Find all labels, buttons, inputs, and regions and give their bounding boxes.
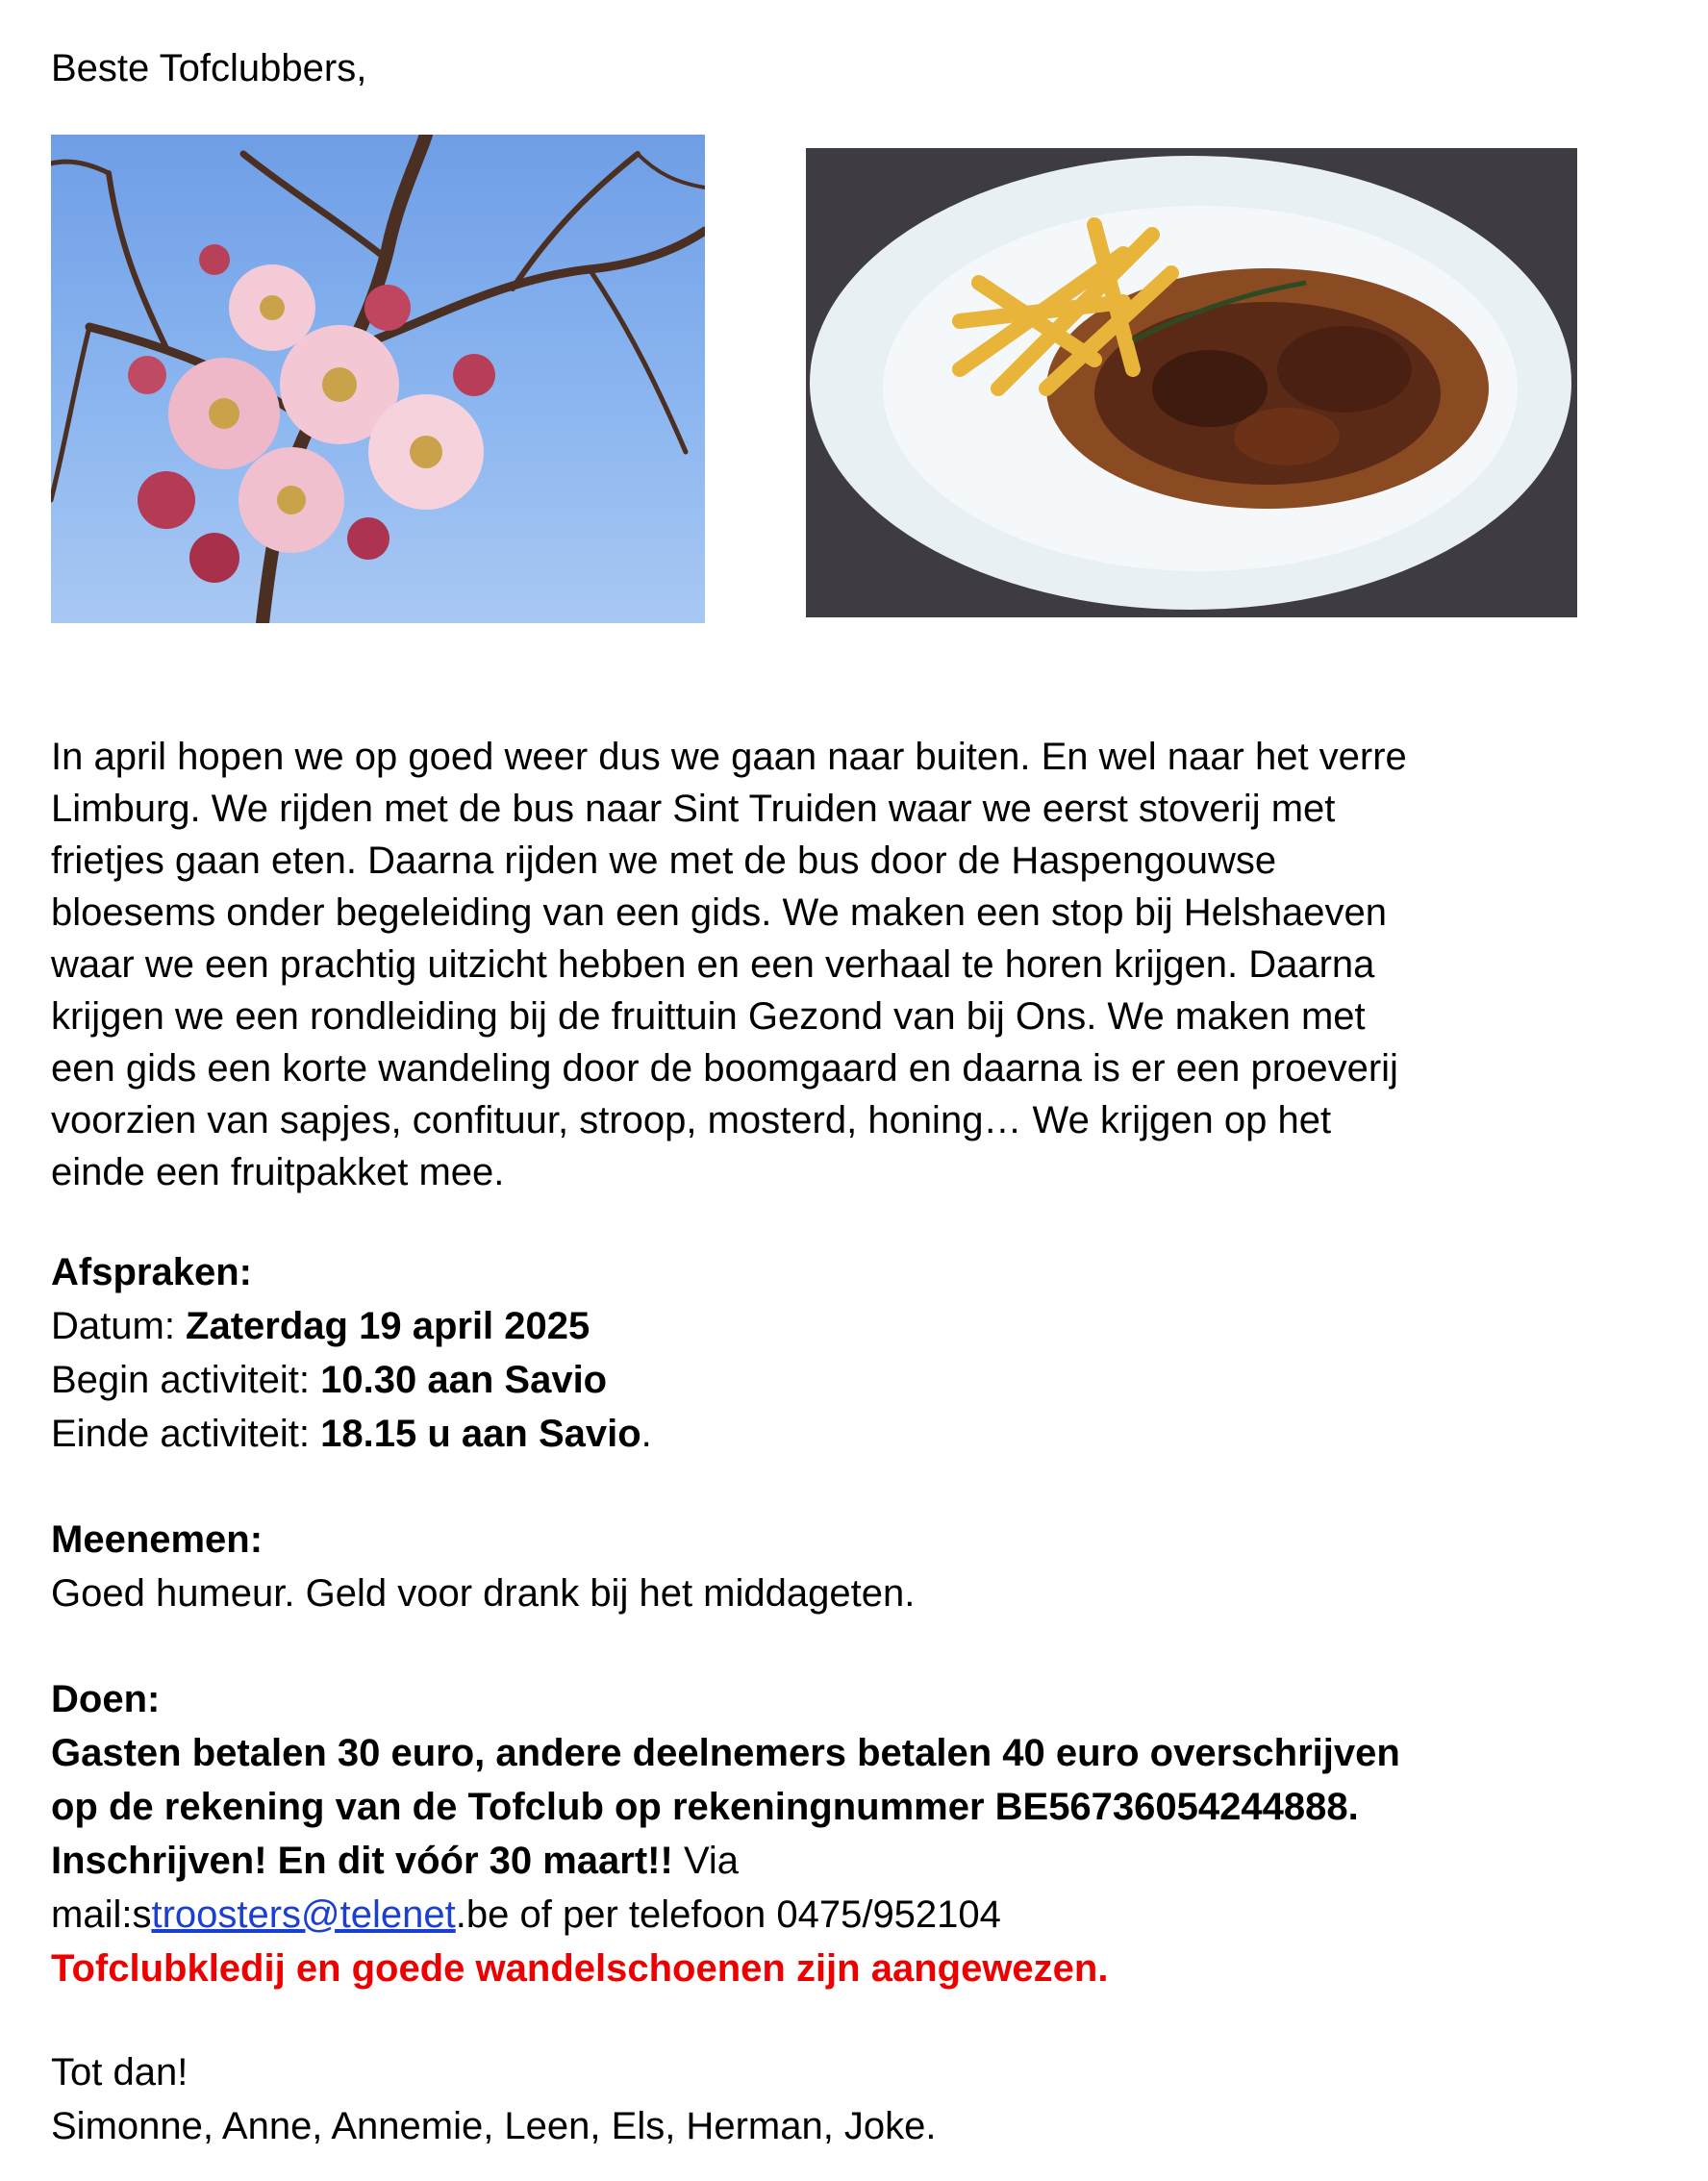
closing-text: Tot dan! [51,2051,188,2093]
datum-line [51,1300,590,1352]
einde-suffix: . [640,1413,652,1455]
inschrijven-text: Inschrijven! En dit vóór 30 maart!! [51,1840,673,1882]
stew-icon [806,148,1577,617]
begin-value: 10.30 aan Savio [320,1359,608,1401]
via-text: Via [672,1840,740,1882]
stew-photo [806,148,1577,617]
intro-line: een gids een korte wandeling door de boomgaard en daarna is er een proeverij [51,1047,1398,1090]
intro-line: voorzien van sapjes, confituur, stroop, mosterd, honing… We krijgen op het [51,1099,1332,1141]
meenemen-heading: Meenemen: [51,1518,264,1561]
mail-prefix: mail:s [51,1893,152,1936]
greeting: Beste Tofclubbers, [51,47,367,89]
intro-line: Limburg. We rijden met de bus naar Sint Truiden waar we eerst stoverij met [51,788,1336,830]
datum-value: Zaterdag 19 april 2025 [186,1305,590,1347]
doen-line3 [51,1835,739,1887]
doen-line2: op de rekening van de Tofclub op rekeningnummer BE56736054244888. [51,1786,1359,1828]
begin-line [51,1354,607,1406]
meenemen-text: Goed humeur. Geld voor drank bij het middageten. [51,1572,916,1615]
contact-line [51,1889,1001,1941]
doen-line1: Gasten betalen 30 euro, andere deelnemers betalen 40 euro overschrijven [51,1732,1400,1774]
intro-line: frietjes gaan eten. Daarna rijden we met de bus door de Haspengouwse [51,840,1277,882]
datum-label: Datum: [51,1305,187,1347]
intro-line: bloesems onder begeleiding van een gids. We maken een stop bij Helshaeven [51,891,1388,934]
intro-line: krijgen we een rondleiding bij de fruittuin Gezond van bij Ons. We maken met [51,995,1366,1038]
intro-line: In april hopen we op goed weer dus we gaan naar buiten. En wel naar het verre [51,736,1407,778]
doen-heading: Doen: [51,1678,161,1720]
einde-value: 18.15 u aan Savio [320,1413,641,1455]
email-link[interactable]: troosters@telenet [151,1893,456,1936]
warning-text: Tofclubkledij en goede wandelschoenen zijn aangewezen. [51,1947,1109,1990]
blossom-icon [51,135,705,623]
begin-label: Begin activiteit: [51,1359,321,1401]
blossom-photo [51,135,705,623]
einde-label: Einde activiteit: [51,1413,321,1455]
intro-line: einde een fruitpakket mee. [51,1151,505,1193]
intro-line: waar we een prachtig uitzicht hebben en een verhaal te horen krijgen. Daarna [51,943,1375,986]
mail-suffix: .be of per telefoon 0475/952104 [455,1893,1001,1936]
signatures-text: Simonne, Anne, Annemie, Leen, Els, Herman, Joke. [51,2105,937,2147]
einde-line [51,1408,652,1460]
afspraken-heading: Afspraken: [51,1251,252,1293]
